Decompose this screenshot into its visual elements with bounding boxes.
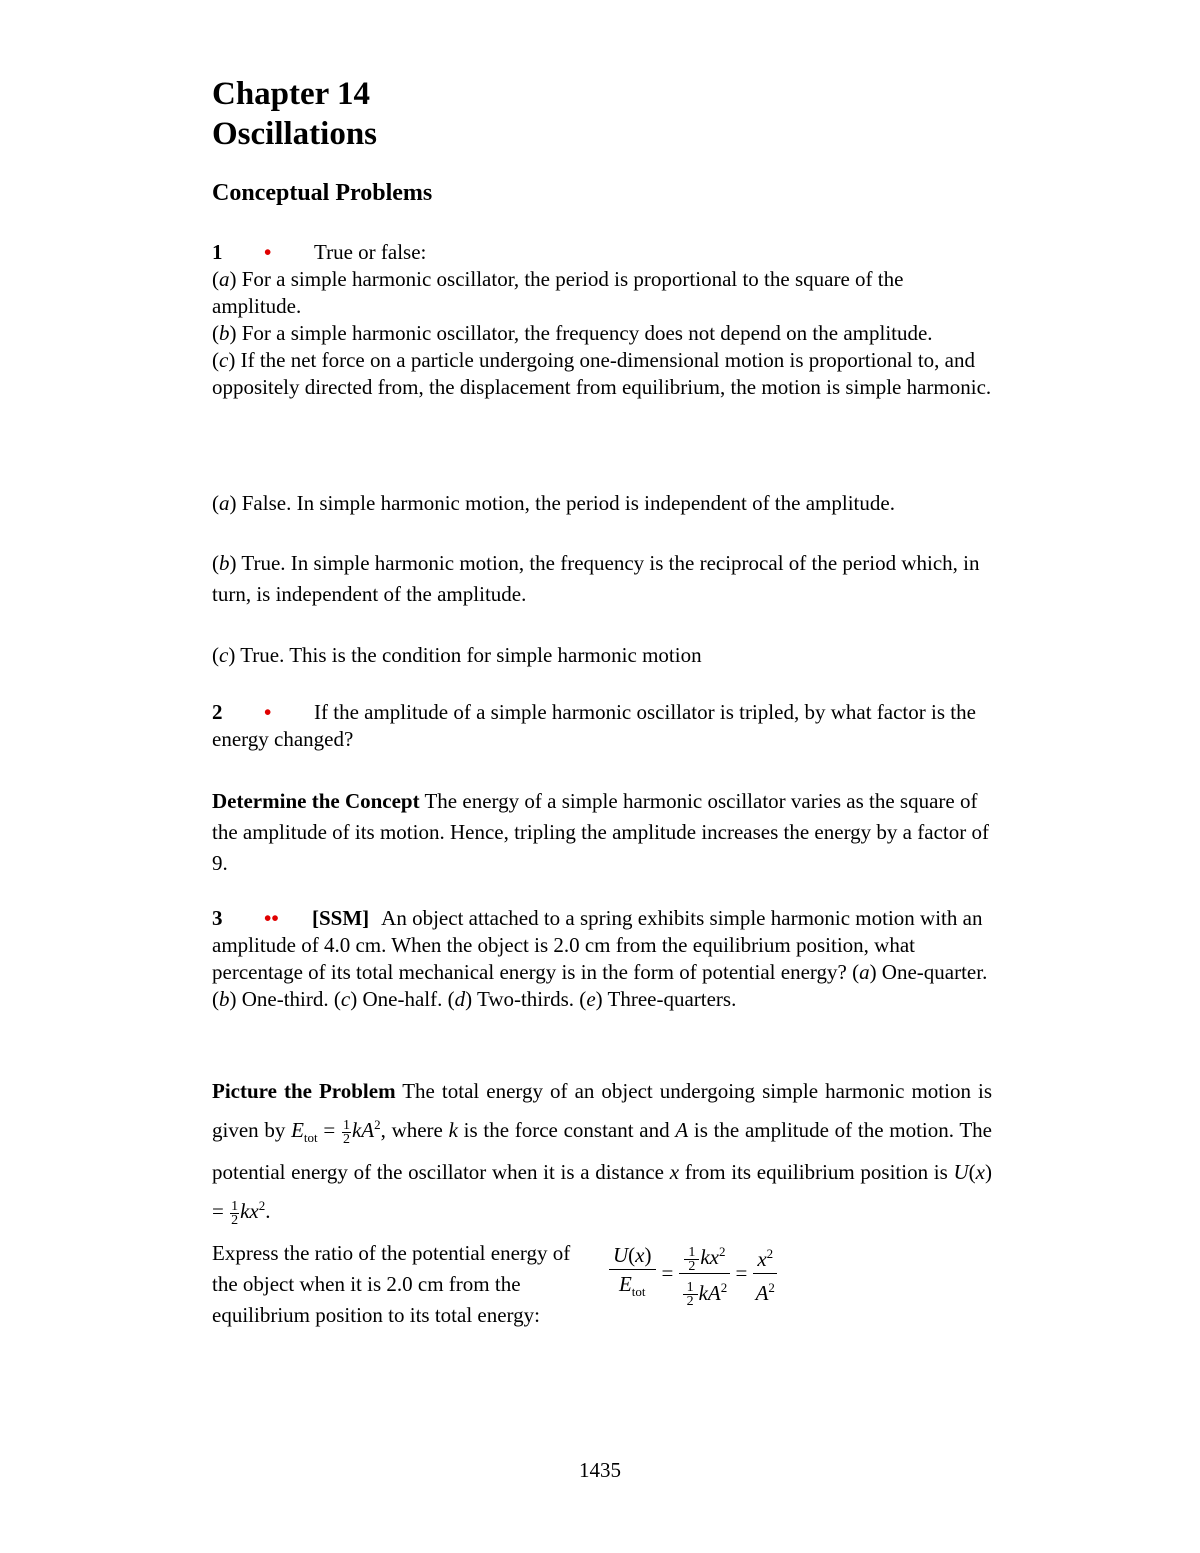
difficulty-dot: •	[264, 700, 272, 724]
part-label: c	[219, 348, 229, 372]
difficulty-dot: •	[264, 240, 272, 264]
answer-text: True. In simple harmonic motion, the frequency is the reciprocal of the period which, in turn, is independent of the amplitude.	[212, 551, 980, 606]
part-text: For a simple harmonic oscillator, the period is proportional to the square of the amplitude.	[212, 267, 904, 318]
solution-text: The energy of a simple harmonic oscillator varies as the square of the amplitude of its motion. Hence, tripling the amplitude increases the energy by a factor of 9.	[212, 789, 989, 875]
ssm-tag: [SSM]	[312, 906, 370, 930]
fraction-u-over-e: U(x) $E_{tot}$	[609, 1241, 656, 1306]
option-label: d	[454, 987, 466, 1011]
part-label: a	[219, 491, 230, 515]
fraction-energies: $\frac{1}{2}$ $kx^2$ $\frac{1}{2}$ $kA^2$	[679, 1238, 729, 1308]
problem-1	[212, 239, 992, 401]
option-text: ) One-half. (	[350, 987, 455, 1011]
chapter-number: Chapter 14	[212, 76, 370, 112]
part-text: If the net force on a particle undergoing one-dimensional motion is proportional to, and oppositely directed from, the displacement from equilibrium, the motion is simple harmonic.	[212, 348, 992, 399]
problem-1-part-c: (c) If the net force on a particle undergoing one-dimensional motion is proportional to, and oppositely directed from, the displacement from equilibrium, the motion is simple harmonic.	[212, 348, 992, 399]
part-text: For a simple harmonic oscillator, the frequency does not depend on the amplitude.	[236, 321, 933, 345]
answer-text: True. This is the condition for simple harmonic motion	[235, 643, 702, 667]
answer-1b: (b) True. In simple harmonic motion, the frequency is the reciprocal of the period which, in turn, is independent of the amplitude.	[212, 551, 980, 606]
solution-text: The total energy of an object undergoing simple harmonic motion is given by	[212, 1079, 992, 1142]
section-heading: Conceptual Problems	[212, 180, 433, 206]
problem-1-part-b: (b) For a simple harmonic oscillator, the frequency does not depend on the amplitude.	[212, 321, 933, 345]
option-label: a	[859, 960, 870, 984]
answer-1a: (a) False. In simple harmonic motion, the period is independent of the amplitude.	[212, 491, 895, 515]
option-label: b	[219, 987, 230, 1011]
problem-2-number: 2	[212, 700, 223, 724]
part-label: b	[219, 551, 230, 575]
option-label: e	[586, 987, 596, 1011]
solution-lead: Picture the Problem	[212, 1079, 396, 1103]
formula-potential-energy: U(x) = $\frac{1}{2}$ $kx^2$	[212, 1160, 992, 1228]
step-description: Express the ratio of the potential energy of the object when it is 2.0 cm from the equilibrium position to its total energy:	[212, 1241, 571, 1327]
formula-total-energy: $E_{tot}$ = $\frac{1}{2}$ $kA^2$	[291, 1117, 381, 1147]
part-label: b	[219, 321, 230, 345]
answer-text: False. In simple harmonic motion, the period is independent of the amplitude.	[236, 491, 895, 515]
option-text: ) One-third. (	[229, 987, 341, 1011]
problem-1-stem-line	[212, 239, 992, 266]
answer-1c: (c) True. This is the condition for simple harmonic motion	[212, 643, 702, 667]
difficulty-dots: ••	[264, 906, 279, 930]
part-label: c	[219, 643, 229, 667]
ratio-equation: U(x) $E_{tot}$ = $\frac{1}{2}$ $kx^2$ $\frac{1}{2}$ $kA^2$ = $\frac{x^2}{A^2}$	[605, 1238, 781, 1308]
symbol: A	[675, 1118, 689, 1142]
problem-3-stem: An object attached to a spring exhibits simple harmonic motion with an amplitude of 4.0 cm. When the object is 2.0 cm from the equilibrium position, what percentage of its total mechanical energy is in the form of potential energy? (	[212, 906, 983, 984]
problem-1-stem: True or false:	[314, 240, 427, 264]
solution-text: , where	[380, 1118, 449, 1142]
problem-3-number: 3	[212, 906, 223, 930]
chapter-title: Oscillations	[212, 116, 378, 152]
symbol: k	[448, 1118, 458, 1142]
page-number: 1435	[579, 1458, 621, 1482]
problem-1-part-a: (a) For a simple harmonic oscillator, the period is proportional to the square of the amplitude.	[212, 267, 904, 318]
option-text: ) Three-quarters.	[595, 987, 737, 1011]
option-text: ) One-quarter. (	[212, 960, 988, 1011]
problem-2	[212, 699, 992, 753]
solution-3	[212, 1074, 992, 1228]
solution-text: from its equilibrium position is	[679, 1160, 954, 1185]
solution-text: is the force constant and	[457, 1118, 676, 1142]
solution-text: is the amplitude of the motion. The potential energy of the oscillator when it is a distance	[212, 1118, 992, 1185]
solution-lead: Determine the Concept	[212, 789, 420, 813]
option-label: c	[340, 987, 351, 1011]
solution-2	[212, 786, 992, 879]
problem-1-number: 1	[212, 240, 223, 264]
part-label: a	[219, 267, 230, 291]
solution-text: .	[265, 1199, 271, 1224]
problem-3	[212, 905, 992, 1013]
symbol: x	[669, 1160, 680, 1185]
problem-2-stem: If the amplitude of a simple harmonic oscillator is tripled, by what factor is the energy changed?	[212, 700, 976, 751]
option-text: ) Two-thirds. (	[465, 987, 587, 1011]
fraction-x-over-a: $\frac{x^2}{A^2}$	[753, 1240, 777, 1307]
